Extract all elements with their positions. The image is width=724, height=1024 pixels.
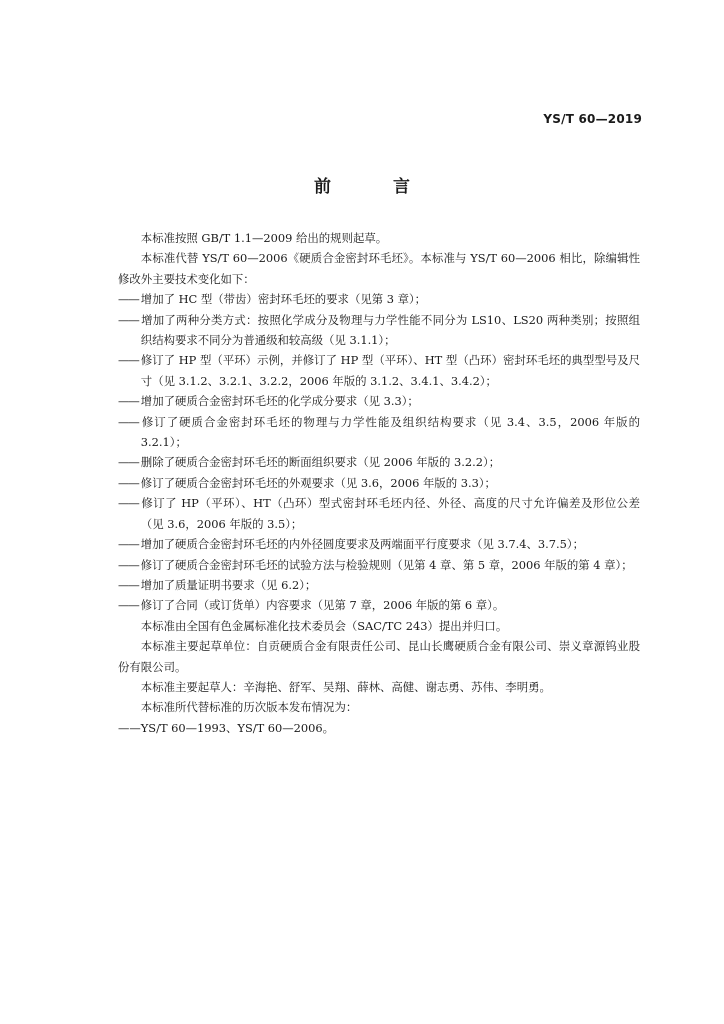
list-item-text: 删除了硬质合金密封环毛坯的断面组织要求（见 2006 年版的 3.2.2）； <box>140 455 501 470</box>
list-item-text: 修订了合同（或订货单）内容要求（见第 7 章，2006 年版的第 6 章）。 <box>140 598 505 613</box>
list-item-text: 修订了 HP（平环）、HT（凸环）型式密封环毛坯内径、外径、高度的尺寸允许偏差及形位公差（见 3.6，2006 年版的 3.5）； <box>140 496 640 531</box>
list-item <box>118 493 640 534</box>
list-item <box>118 473 640 493</box>
page-title: 前 言 <box>314 177 438 197</box>
changes-list <box>118 289 640 616</box>
dash-marker: —— <box>118 394 139 409</box>
list-item <box>118 391 640 411</box>
list-item <box>118 310 640 351</box>
list-item-text: 修订了 HP 型（平环）示例，并修订了 HP 型（平环）、HT 型（凸环）密封环毛坯的典型型号及尺寸（见 3.1.2、3.2.1、3.2.2，2006 年版的 3.1.2、3.4.1、3.4.2）； <box>140 353 640 388</box>
list-item <box>118 595 640 615</box>
dash-marker: —— <box>118 455 139 470</box>
list-item-text: 修订了硬质合金密封环毛坯的试验方法与检验规则（见第 4 章、第 5 章，2006 年版的第 4 章）； <box>140 557 633 572</box>
list-item <box>118 555 640 575</box>
dash-marker: —— <box>118 353 139 368</box>
paragraph-history-intro: 本标准所代替标准的历次版本发布情况为： <box>140 700 358 715</box>
paragraph-committee: 本标准由全国有色金属标准化技术委员会（SAC/TC 243）提出并归口。 <box>140 618 508 633</box>
list-item <box>118 452 640 472</box>
dash-marker: —— <box>118 577 139 592</box>
list-item <box>118 534 640 554</box>
paragraph-replacement: 本标准代替 YS/T 60—2006《硬质合金密封环毛坯》。本标准与 YS/T 60—2006 相比，除编辑性修改外主要技术变化如下： <box>118 251 640 286</box>
dash-marker: —— <box>118 292 139 307</box>
dash-marker: —— <box>118 312 139 327</box>
list-item <box>118 289 640 309</box>
list-item <box>118 350 640 391</box>
dash-marker: —— <box>118 414 139 429</box>
paragraph-drafters: 本标准主要起草人：辛海艳、舒军、吴翔、薛林、高健、谢志勇、苏伟、李明勇。 <box>140 679 551 694</box>
list-item-text: 修订了硬质合金密封环毛坯的外观要求（见 3.6，2006 年版的 3.3）； <box>140 475 496 490</box>
list-item-text: 增加了两种分类方式：按照化学成分及物理与力学性能不同分为 LS10、LS20 两种类别；按照组织结构要求不同分为普通级和较高级（见 3.1.1）； <box>140 312 640 348</box>
dash-marker: —— <box>118 598 139 613</box>
paragraph-drafting-units: 本标准主要起草单位：自贡硬质合金有限责任公司、昆山长鹰硬质合金有限公司、崇义章源钨业股份有限公司。 <box>118 639 640 674</box>
dash-marker: —— <box>118 557 139 572</box>
list-item <box>118 412 640 453</box>
list-item-text: 增加了硬质合金密封环毛坯的内外径圆度要求及两端面平行度要求（见 3.7.4、3.7.5）； <box>140 537 584 552</box>
foreword-body <box>118 228 640 738</box>
list-item-text: 修订了硬质合金密封环毛坯的物理与力学性能及组织结构要求（见 3.4、3.5，2006 年版的 3.2.1）； <box>140 414 640 450</box>
list-item-text: 增加了质量证明书要求（见 6.2）； <box>140 577 317 592</box>
list-item-text: 增加了硬质合金密封环毛坯的化学成分要求（见 3.3）； <box>140 394 419 409</box>
dash-marker: —— <box>118 496 139 511</box>
dash-marker: —— <box>118 475 139 490</box>
paragraph-history-versions: ——YS/T 60—1993、YS/T 60—2006。 <box>118 720 335 735</box>
paragraph-drafting-rules: 本标准按照 GB/T 1.1—2009 给出的规则起草。 <box>140 231 388 245</box>
list-item-text: 增加了 HC 型（带齿）密封环毛坯的要求（见第 3 章）； <box>140 292 427 307</box>
dash-marker: —— <box>118 537 139 552</box>
list-item <box>118 575 640 595</box>
standard-code: YS/T 60—2019 <box>543 112 642 126</box>
